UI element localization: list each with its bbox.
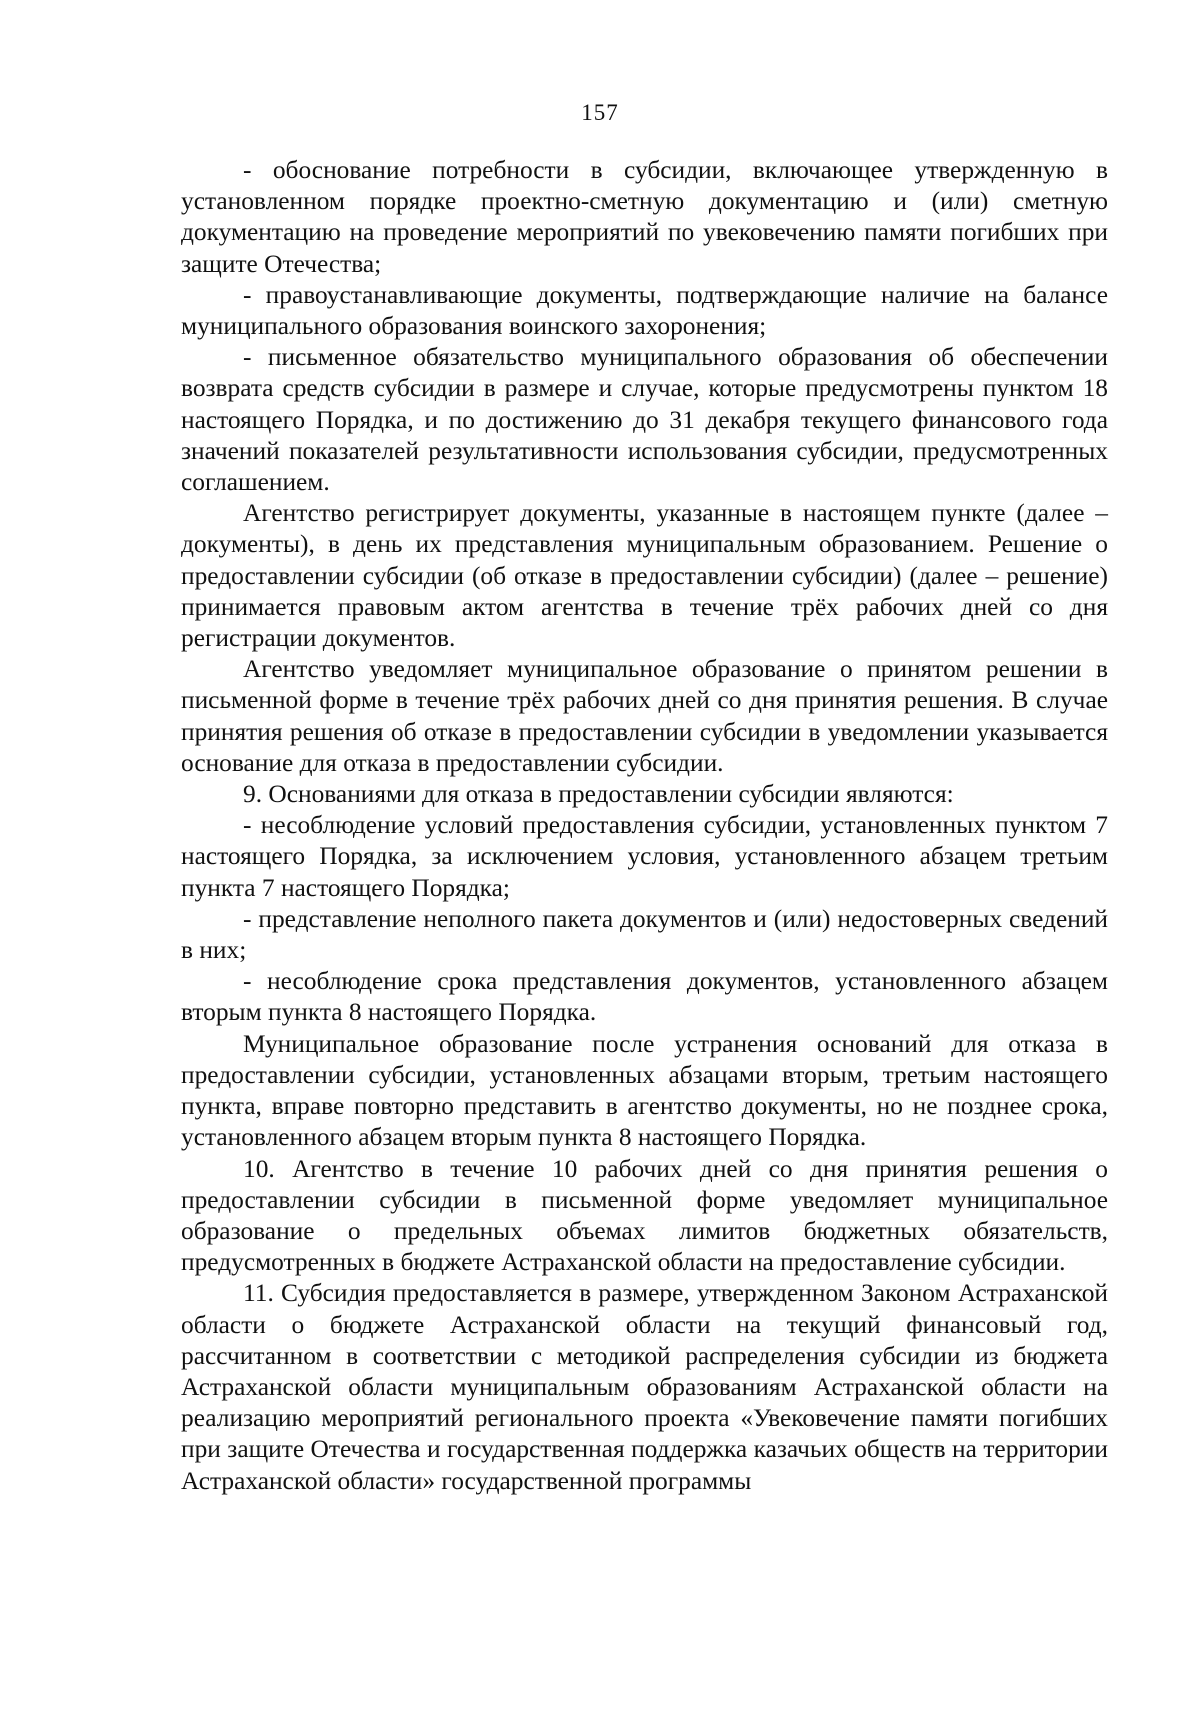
paragraph-refusal-reason-incomplete: - представление неполного пакета документов и (или) недостоверных сведений в них; xyxy=(181,904,1108,965)
paragraph-refusal-reason-deadline: - несоблюдение срока представления документов, установленного абзацем вторым пункта 8 настоящего Порядка. xyxy=(181,967,1108,1027)
paragraph-item-9-heading: 9. Основаниями для отказа в предоставлении субсидии являются: xyxy=(243,780,954,809)
paragraph-justification-list-item: - обоснование потребности в субсидии, включающее утвержденную в установленном порядке проектно-сметную документацию и (или) сметную документацию на проведение мероприятий по увековечению памяти погибших при защите Отечества; xyxy=(181,156,1108,278)
paragraph-refusal-reason-conditions: - несоблюдение условий предоставления субсидии, установленных пунктом 7 настоящего Порядка, за исключением условия, установленного абзацем третьим пункта 7 настоящего Порядка; xyxy=(181,811,1108,902)
document-body xyxy=(181,155,1108,1497)
paragraph-agency-notifies: Агентство уведомляет муниципальное образование о принятом решении в письменной форме в течение трёх рабочих дней со дня принятия решения. В случае принятия решения об отказе в предоставлении субсидии в уведомлении указывается основание для отказа в предоставлении субсидии. xyxy=(181,655,1108,777)
page-number: 157 xyxy=(581,100,619,125)
paragraph-agency-registers: Агентство регистрирует документы, указанные в настоящем пункте (далее – документы), в день их представления муниципальным образованием. Решение о предоставлении субсидии (об отказе в предоставлении субсидии) (далее – решение) принимается правовым актом агентства в течение трёх рабочих дней со дня регистрации документов. xyxy=(181,499,1108,653)
paragraph-title-documents-list-item: - правоустанавливающие документы, подтверждающие наличие на балансе муниципального образования воинского захоронения; xyxy=(181,280,1108,341)
paragraph-item-11: 11. Субсидия предоставляется в размере, утвержденном Законом Астраханской области о бюджете Астраханской области на текущий финансовый год, рассчитанном в соответствии с методикой распределения субсидии из бюджета Астраханской области муниципальным образованиям Астраханской области на реализацию мероприятий регионального проекта «Увековечение памяти погибших при защите Отечества и государственная поддержка казачьих обществ на территории Астраханской области» государственной программы xyxy=(181,1279,1108,1495)
paragraph-resubmission: Муниципальное образование после устранения оснований для отказа в предоставлении субсидии, установленных абзацами вторым, третьим настоящего пункта, вправе повторно представить в агентство документы, но не позднее срока, установленного абзацем вторым пункта 8 настоящего Порядка. xyxy=(181,1029,1108,1152)
paragraph-item-10: 10. Агентство в течение 10 рабочих дней со дня принятия решения о предоставлении субсидии в письменной форме уведомляет муниципальное образование о предельных объемах лимитов бюджетных обязательств, предусмотренных в бюджете Астраханской области на предоставление субсидии. xyxy=(181,1154,1108,1277)
paragraph-written-obligation-list-item: - письменное обязательство муниципального образования об обеспечении возврата средств субсидии в размере и случае, которые предусмотрены пунктом 18 настоящего Порядка, и по достижению до 31 декабря текущего финансового года значений показателей результативности использования субсидии, предусмотренных соглашением. xyxy=(181,343,1108,497)
